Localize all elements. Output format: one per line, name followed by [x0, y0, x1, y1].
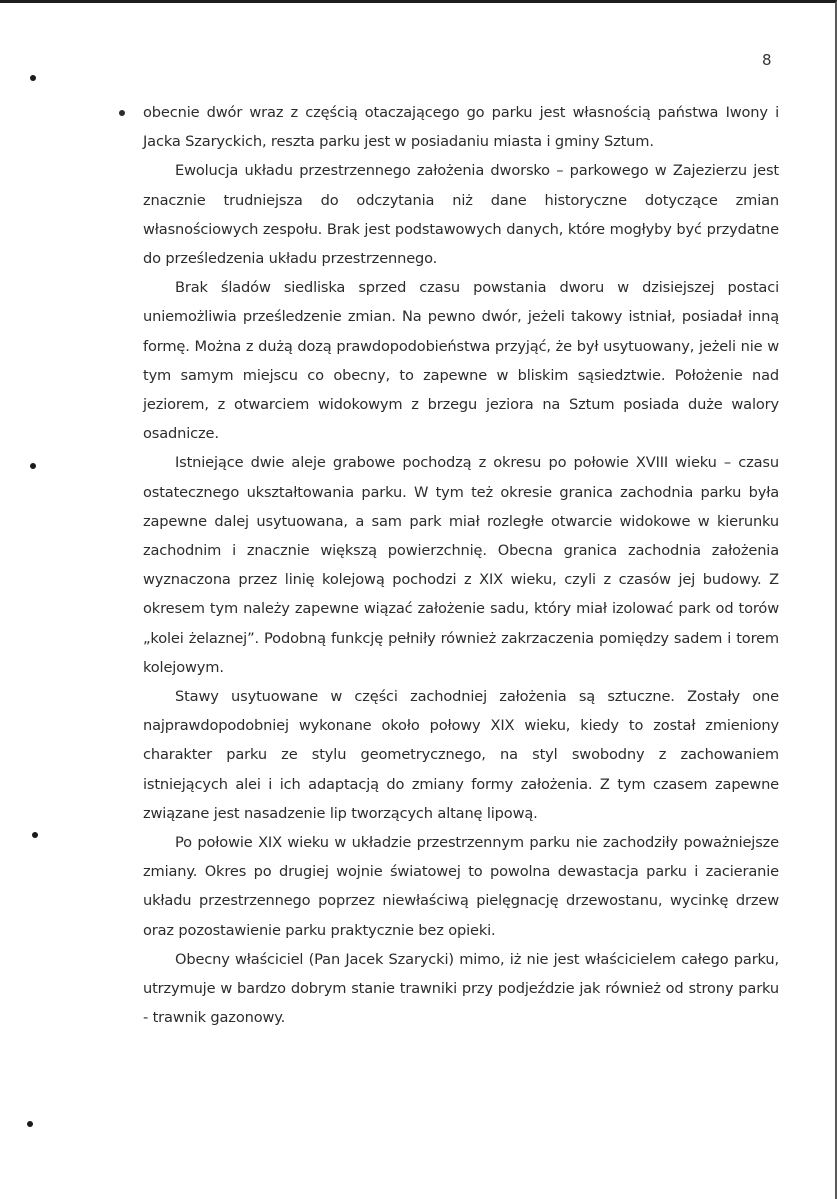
document-body [143, 98, 779, 1033]
paragraph: Ewolucja układu przestrzennego założenia dworsko – parkowego w Zajezierzu jest znacznie trudniejsza do odczytania niż dane historyczne dotyczące zmian własnościowych zespołu. Brak jest podstawowych danych, które mogłyby być przydatne do prześledzenia układu przestrzennego. [143, 162, 779, 268]
bullet-list-item [143, 98, 779, 156]
punch-hole-mark [32, 832, 38, 838]
punch-hole-mark [30, 75, 36, 81]
page-number: 8 [762, 51, 772, 69]
paragraph: Stawy usytuowane w części zachodniej założenia są sztuczne. Zostały one najprawdopodobniej wykonane około połowy XIX wieku, kiedy to został zmieniony charakter parku ze stylu geometrycznego, na styl swobodny z zachowaniem istniejących alei i ich adaptacją do zmiany formy założenia. Z tym czasem zapewne związane jest nasadzenie lip tworzących altanę lipową. [143, 688, 779, 822]
bullet-point-icon [119, 110, 125, 116]
paragraph: Istniejące dwie aleje grabowe pochodzą z okresu po połowie XVIII wieku – czasu ostatecznego ukształtowania parku. W tym też okresie granica zachodnia parku była zapewne dalej usytuowana, a sam park miał rozległe otwarcie widokowe w kierunku zachodnim i znacznie większą powierzchnię. Obecna granica zachodnia założenia wyznaczona przez linię kolejową pochodzi z XIX wieku, czyli z czasów jej budowy. Z okresem tym należy zapewne wiązać założenie sadu, który miał izolować park od torów „kolei żelaznej”. Podobną funkcję pełniły również zakrzaczenia pomiędzy sadem i torem kolejowym. [143, 454, 779, 676]
paragraph: Obecny właściciel (Pan Jacek Szarycki) mimo, iż nie jest właścicielem całego parku, utrzymuje w bardzo dobrym stanie trawniki przy podjeździe jak również od strony parku - trawnik gazonowy. [143, 950, 779, 1027]
punch-hole-mark [30, 463, 36, 469]
punch-hole-mark [27, 1121, 33, 1127]
paragraph: Brak śladów siedliska sprzed czasu powstania dworu w dzisiejszej postaci uniemożliwia prześledzenie zmian. Na pewno dwór, jeżeli takowy istniał, posiadał inną formę. Można z dużą dozą prawdopodobieństwa przyjąć, że był usytuowany, jeżeli nie w tym samym miejscu co obecny, to zapewne w bliskim sąsiedztwie. Położenie nad jeziorem, z otwarciem widokowym z brzegu jeziora na Sztum posiada duże walory osadnicze. [143, 279, 779, 443]
paragraph: Po połowie XIX wieku w układzie przestrzennym parku nie zachodziły poważniejsze zmiany. Okres po drugiej wojnie światowej to powolna dewastacja parku i zacieranie układu przestrzennego poprzez niewłaściwą pielęgnację drzewostanu, wycinkę drzew oraz pozostawienie parku praktycznie bez opieki. [143, 834, 779, 939]
bullet-text: obecnie dwór wraz z częścią otaczającego go parku jest własnością państwa Iwony i Jacka Szaryckich, reszta parku jest w posiadaniu miasta i gminy Sztum. [143, 104, 779, 151]
